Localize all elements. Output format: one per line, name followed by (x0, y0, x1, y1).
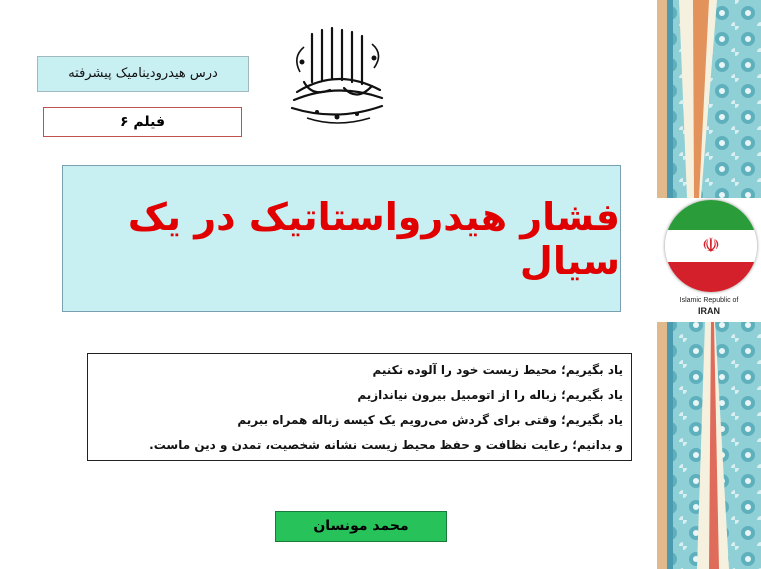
notes-box (87, 353, 632, 461)
iran-flag-icon: ☫ (665, 200, 757, 292)
course-label: درس هیدرودینامیک پیشرفته (37, 56, 249, 92)
note-line: و بدانیم؛ رعایت نظافت و حفظ محیط زیست نشانه شخصیت، تمدن و دین ماست. (149, 438, 623, 452)
note-line: یاد بگیریم؛ محیط زیست خود را آلوده نکنیم (372, 363, 623, 377)
author-label: محمد مونسان (275, 511, 447, 542)
flag-caption: Islamic Republic of IRAN (679, 297, 739, 316)
page-title: فشار هیدرواستاتیک در یک سیال (127, 194, 620, 283)
title-box (62, 165, 621, 312)
calligraphy-bismillah-icon (282, 22, 392, 127)
decorative-side-panel (657, 0, 761, 569)
note-line: یاد بگیریم؛ زباله را از اتومبیل بیرون نیاندازیم (357, 388, 623, 402)
film-label: فیلم ۶ (43, 107, 242, 137)
note-line: یاد بگیریم؛ وقتی برای گردش می‌رویم یک کیسه زباله همراه ببریم (237, 413, 623, 427)
